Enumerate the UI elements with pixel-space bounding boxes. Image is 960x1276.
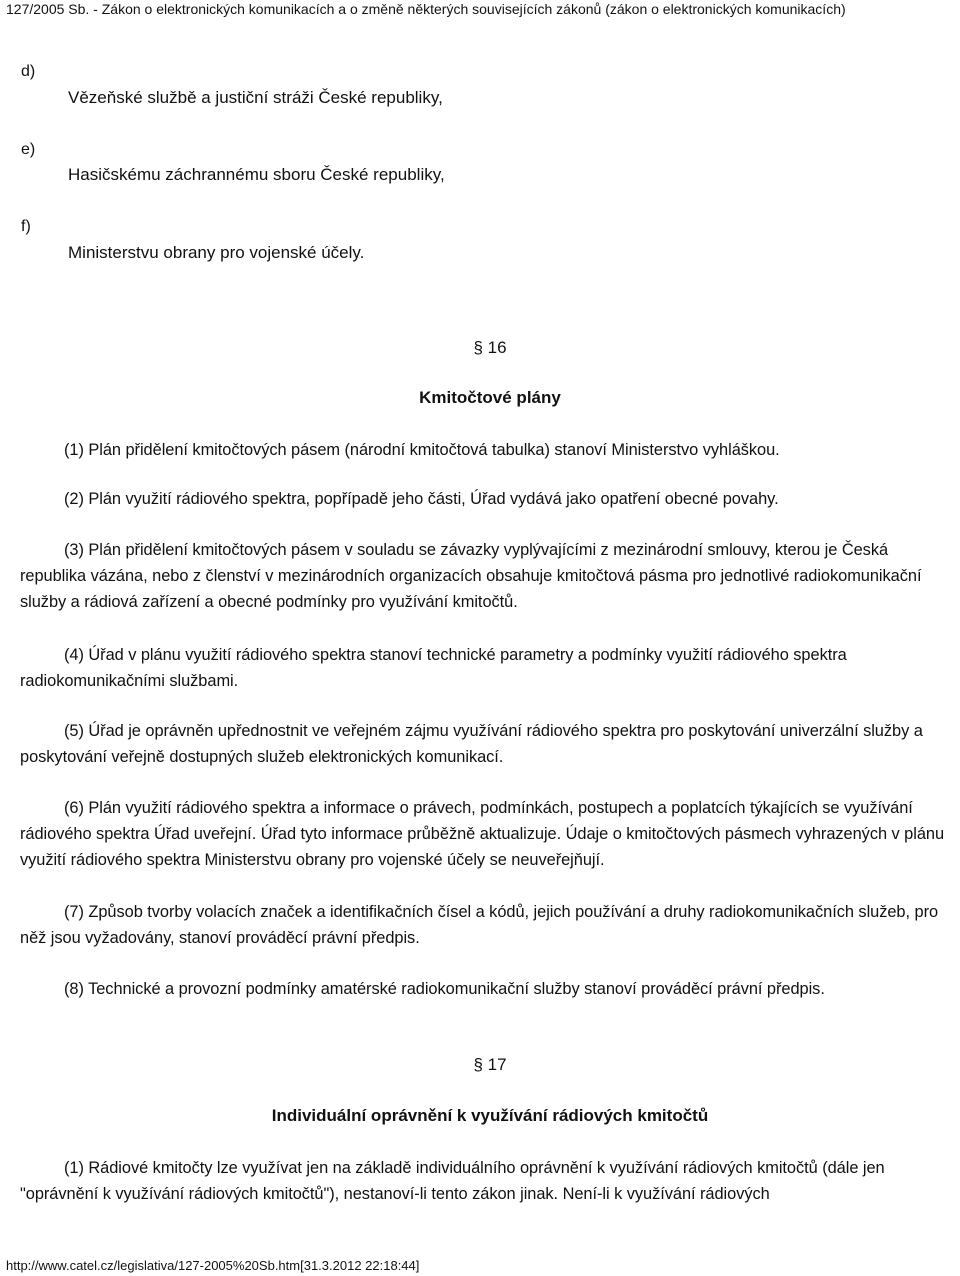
section-16-title: Kmitočtové plány	[419, 388, 561, 407]
list-item-text-d: Vězeňské službě a justiční stráži České republiky,	[68, 88, 443, 107]
section-16-number: § 16	[473, 338, 507, 357]
section-16-paragraph-4: (4) Úřad v plánu využití rádiového spektra stanoví technické parametry a podmínky využití rádiového spektra radiokomunikačními službami.	[20, 646, 847, 690]
page-footer-url: http://www.catel.cz/legislativa/127-2005%20Sb.htm[31.3.2012 22:18:44]	[6, 1258, 420, 1273]
section-16-paragraph-6: (6) Plán využití rádiového spektra a informace o právech, podmínkách, postupech a poplatcích týkajících se využívání rádiového spektra Úřad uveřejní. Úřad tyto informace průběžně aktualizuje. Údaje o kmitočtových pásmech vyhrazených v plánu využití rádiového spektra Ministerstvu obrany pro vojenské účely se neuveřejňují.	[20, 799, 945, 869]
section-17-paragraph-1: (1) Rádiové kmitočty lze využívat jen na základě individuálního oprávnění k využívání rádiových kmitočtů (dále jen "oprávnění k využívání rádiových kmitočtů"), nestanoví-li tento zákon jinak. Není-li k využívání rádiových	[20, 1159, 885, 1203]
section-16-paragraph-5: (5) Úřad je oprávněn upřednostnit ve veřejném zájmu využívání rádiového spektra pro poskytování univerzální služby a poskytování veřejně dostupných služeb elektronických komunikací.	[20, 722, 923, 766]
page-header: 127/2005 Sb. - Zákon o elektronických komunikacích a o změně některých souvisejících zákonů (zákon o elektronických komunikacích)	[6, 1, 846, 17]
list-item-text-f: Ministerstvu obrany pro vojenské účely.	[68, 243, 365, 262]
section-17-number: § 17	[473, 1055, 507, 1074]
list-letter-d: d)	[21, 63, 36, 80]
list-item-text-e: Hasičskému záchrannému sboru České republiky,	[68, 165, 445, 184]
section-17-title: Individuální oprávnění k využívání rádiových kmitočtů	[271, 1106, 709, 1125]
list-letter-f: f)	[21, 218, 31, 235]
section-16-paragraph-1: (1) Plán přidělení kmitočtových pásem (národní kmitočtová tabulka) stanoví Ministerstvo vyhláškou.	[64, 441, 780, 459]
section-16-paragraph-7: (7) Způsob tvorby volacích značek a identifikačních čísel a kódů, jejich používání a druhy radiokomunikačních služeb, pro něž jsou vyžadovány, stanoví prováděcí právní předpis.	[20, 903, 939, 947]
section-16-paragraph-8: (8) Technické a provozní podmínky amatérské radiokomunikační služby stanoví prováděcí právní předpis.	[64, 980, 825, 998]
section-16-paragraph-2: (2) Plán využití rádiového spektra, popřípadě jeho části, Úřad vydává jako opatření obecné povahy.	[64, 490, 779, 508]
section-16-paragraph-3: (3) Plán přidělení kmitočtových pásem v souladu se závazky vyplývajícími z mezinárodní smlouvy, kterou je Česká republika vázána, nebo z členství v mezinárodních organizacích obsahuje kmitočtová pásma pro jednotlivé radiokomunikační služby a rádiová zařízení a obecné podmínky pro využívání kmitočtů.	[20, 541, 922, 611]
list-letter-e: e)	[21, 141, 36, 158]
